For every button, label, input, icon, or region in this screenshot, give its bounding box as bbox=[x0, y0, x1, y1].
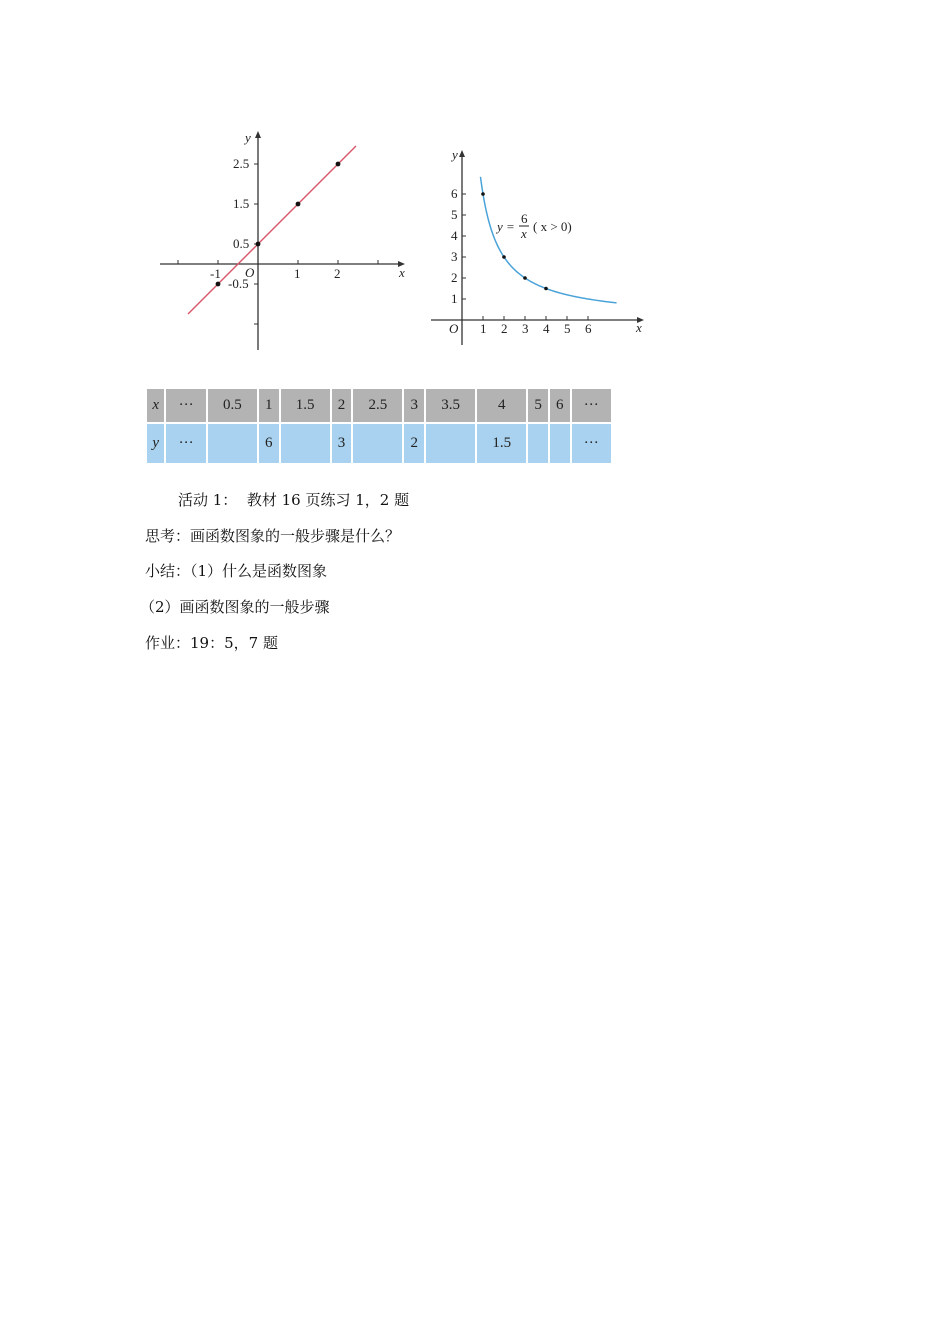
linear-axes bbox=[160, 134, 402, 350]
activity-line: 活动 1： 教材 16 页练习 1，2 题 bbox=[178, 491, 410, 509]
table-cell: 1.5 bbox=[477, 424, 526, 463]
linear-x-tick-label: 1 bbox=[294, 266, 301, 281]
linear-origin-label: O bbox=[245, 265, 255, 280]
reciprocal-x-tick-labels bbox=[480, 321, 592, 336]
table-cell: 3.5 bbox=[426, 389, 475, 422]
reciprocal-points bbox=[481, 192, 548, 290]
table-cell: x bbox=[147, 389, 164, 422]
value-table bbox=[145, 387, 613, 463]
reciprocal-x-tick-label: 2 bbox=[501, 321, 508, 336]
table-cell: 3 bbox=[332, 424, 352, 463]
table-row-x bbox=[147, 389, 611, 422]
table-cell: 5 bbox=[528, 389, 548, 422]
linear-y-arrow bbox=[255, 131, 261, 138]
reciprocal-x-tick-label: 3 bbox=[522, 321, 529, 336]
linear-x-tick-label: -1 bbox=[210, 266, 221, 281]
table-cell bbox=[426, 424, 475, 463]
reciprocal-y-tick-label: 3 bbox=[451, 249, 458, 264]
value-table-grid bbox=[145, 387, 613, 465]
reciprocal-data-point bbox=[502, 255, 506, 259]
reciprocal-y-tick-label: 6 bbox=[451, 186, 458, 201]
reciprocal-data-point bbox=[544, 287, 548, 291]
table-cell: 1 bbox=[259, 389, 279, 422]
reciprocal-x-tick-label: 6 bbox=[585, 321, 592, 336]
reciprocal-y-tick-labels bbox=[451, 186, 458, 306]
table-cell bbox=[550, 424, 570, 463]
equation-prefix: y = bbox=[497, 219, 515, 234]
linear-y-tick-label: 1.5 bbox=[233, 196, 250, 211]
equation-denominator: x bbox=[521, 226, 527, 241]
think-line: 思考：画函数图象的一般步骤是什么？ bbox=[145, 527, 401, 545]
table-cell: 6 bbox=[259, 424, 279, 463]
reciprocal-y-tick-label: 5 bbox=[451, 207, 458, 222]
table-cell: 2.5 bbox=[353, 389, 402, 422]
linear-data-point bbox=[296, 202, 301, 207]
table-row-y bbox=[147, 424, 611, 463]
table-cell: 3 bbox=[404, 389, 424, 422]
reciprocal-x-tick-label: 5 bbox=[564, 321, 571, 336]
table-cell: y bbox=[147, 424, 164, 463]
summary-item2-line: （2）画函数图象的一般步骤 bbox=[140, 598, 330, 616]
table-cell: 2 bbox=[404, 424, 424, 463]
table-cell: 6 bbox=[550, 389, 570, 422]
curve-equation-label bbox=[495, 211, 572, 241]
reciprocal-y-tick-label: 2 bbox=[451, 270, 458, 285]
reciprocal-data-point bbox=[481, 192, 485, 196]
reciprocal-origin-label: O bbox=[449, 321, 459, 336]
reciprocal-data-point bbox=[523, 276, 527, 280]
table-cell bbox=[208, 424, 257, 463]
reciprocal-function-graph bbox=[425, 140, 655, 350]
linear-y-tick-label: 2.5 bbox=[233, 156, 250, 171]
table-cell: ··· bbox=[572, 389, 611, 422]
table-cell bbox=[528, 424, 548, 463]
linear-data-point bbox=[256, 242, 261, 247]
linear-function-graph bbox=[150, 128, 415, 353]
reciprocal-x-tick-label: 1 bbox=[480, 321, 487, 336]
reciprocal-y-tick-label: 1 bbox=[451, 291, 458, 306]
linear-data-point bbox=[336, 162, 341, 167]
table-cell: ··· bbox=[572, 424, 611, 463]
reciprocal-curve bbox=[480, 177, 616, 303]
linear-function-line bbox=[188, 146, 356, 314]
reciprocal-y-axis-label: y bbox=[452, 147, 458, 162]
table-cell bbox=[353, 424, 402, 463]
reciprocal-y-arrow bbox=[459, 150, 465, 157]
reciprocal-axes bbox=[431, 154, 640, 345]
reciprocal-x-tick-label: 4 bbox=[543, 321, 550, 336]
table-cell: 4 bbox=[477, 389, 526, 422]
table-cell: 2 bbox=[332, 389, 352, 422]
table-cell: ··· bbox=[166, 389, 205, 422]
linear-y-tick-label: 0.5 bbox=[233, 236, 250, 251]
equation-numerator: 6 bbox=[521, 211, 528, 226]
linear-x-tick-label: 2 bbox=[334, 266, 341, 281]
table-cell: ··· bbox=[166, 424, 205, 463]
summary-line: 小结：（1）什么是函数图象 bbox=[145, 562, 328, 580]
equation-condition: ( x > 0) bbox=[533, 219, 572, 234]
linear-data-point bbox=[216, 282, 221, 287]
table-cell: 1.5 bbox=[281, 389, 330, 422]
reciprocal-x-axis-label: x bbox=[636, 320, 642, 335]
homework-line: 作业：19：5，7 题 bbox=[145, 634, 278, 652]
linear-y-axis-label: y bbox=[245, 130, 251, 145]
table-cell: 0.5 bbox=[208, 389, 257, 422]
reciprocal-y-tick-label: 4 bbox=[451, 228, 458, 243]
linear-x-axis-label: x bbox=[399, 265, 405, 280]
linear-y-tick-label: -0.5 bbox=[228, 276, 249, 291]
table-cell bbox=[281, 424, 330, 463]
